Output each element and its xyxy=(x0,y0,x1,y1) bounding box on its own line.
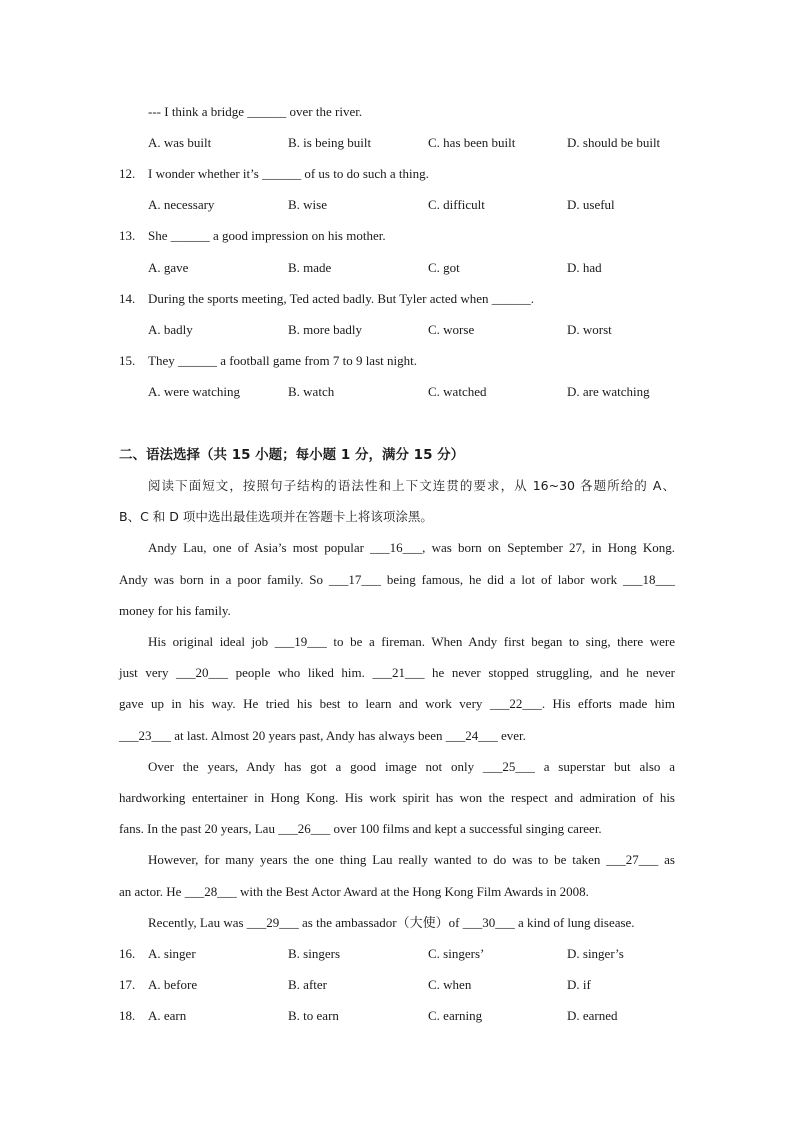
q14-option-b: B. more badly xyxy=(288,322,363,337)
question-12 xyxy=(0,166,794,182)
a17-option-b: B. after xyxy=(288,977,327,992)
q11-stem: --- I think a bridge ______ over the river. xyxy=(148,104,363,119)
q12-option-d: D. useful xyxy=(567,197,615,212)
question-number: 14. xyxy=(119,291,136,306)
q15-option-b: B. watch xyxy=(288,384,335,399)
passage-line: fans. In the past 20 years, Lau ___26___ over 100 films and kept a successful singing career. xyxy=(119,821,602,836)
section-heading: 二、语法选择（共 15 小题；每小题 1 分，满分 15 分） xyxy=(119,447,465,463)
q12-option-b: B. wise xyxy=(288,197,327,212)
question-number: 17. xyxy=(119,977,136,992)
passage-line: hardworking entertainer in Hong Kong. His work spirit has won the respect and admiration of his xyxy=(119,790,675,805)
passage-line: an actor. He ___28___ with the Best Actor Award at the Hong Kong Film Awards in 2008. xyxy=(119,884,589,899)
a18-option-c: C. earning xyxy=(428,1008,483,1023)
question-stem: They ______ a football game from 7 to 9 last night. xyxy=(148,353,417,368)
q13-option-b: B. made xyxy=(288,260,332,275)
question-14 xyxy=(0,291,794,307)
q12-option-a: A. necessary xyxy=(148,197,215,212)
answer-18 xyxy=(0,1008,794,1024)
q15-option-d: D. are watching xyxy=(567,384,650,399)
q14-option-a: A. badly xyxy=(148,322,193,337)
a17-option-c: C. when xyxy=(428,977,472,992)
q11-option-a: A. was built xyxy=(148,135,212,150)
q14-option-d: D. worst xyxy=(567,322,612,337)
section-instruction-line-2: B、C 和 D 项中选出最佳选项并在答题卡上将该项涂黑。 xyxy=(119,509,433,524)
q14-options xyxy=(0,322,794,338)
section-instruction-line-1: 阅读下面短文，按照句子结构的语法性和上下文连贯的要求，从 16~30 各题所给的 A、 xyxy=(148,478,675,493)
question-number: 15. xyxy=(119,353,136,368)
q14-option-c: C. worse xyxy=(428,322,475,337)
passage-line: gave up in his way. He tried his best to learn and work very ___22___. His efforts made him xyxy=(119,696,675,711)
a16-option-b: B. singers xyxy=(288,946,340,961)
q15-options xyxy=(0,384,794,400)
passage-line: His original ideal job ___19___ to be a fireman. When Andy first began to sing, there were xyxy=(148,634,675,649)
answer-17 xyxy=(0,977,794,993)
passage-line: money for his family. xyxy=(119,603,231,618)
q11-option-d: D. should be built xyxy=(567,135,661,150)
a16-option-c: C. singers’ xyxy=(428,946,485,961)
passage-line: Andy was born in a poor family. So ___17___ being famous, he did a lot of labor work ___18___ xyxy=(119,572,675,587)
a18-option-a: A. earn xyxy=(148,1008,187,1023)
question-number: 12. xyxy=(119,166,136,181)
q13-options xyxy=(0,260,794,276)
question-stem: During the sports meeting, Ted acted badly. But Tyler acted when ______. xyxy=(148,291,535,306)
a16-option-a: A. singer xyxy=(148,946,196,961)
passage-line: However, for many years the one thing Lau really wanted to do was to be taken ___27___ as xyxy=(148,852,675,867)
question-number: 18. xyxy=(119,1008,136,1023)
question-15 xyxy=(0,353,794,369)
question-13 xyxy=(0,228,794,244)
question-stem: She ______ a good impression on his mother. xyxy=(148,228,386,243)
question-stem: I wonder whether it’s ______ of us to do such a thing. xyxy=(148,166,429,181)
q11-options xyxy=(0,135,794,151)
q15-option-c: C. watched xyxy=(428,384,487,399)
a18-option-d: D. earned xyxy=(567,1008,618,1023)
question-number: 13. xyxy=(119,228,136,243)
q13-option-d: D. had xyxy=(567,260,602,275)
a17-option-d: D. if xyxy=(567,977,591,992)
passage-line: ___23___ at last. Almost 20 years past, Andy has always been ___24___ ever. xyxy=(119,728,526,743)
passage-line: Andy Lau, one of Asia’s most popular ___16___, was born on September 27, in Hong Kong. xyxy=(148,540,675,555)
a16-option-d: D. singer’s xyxy=(567,946,624,961)
q15-option-a: A. were watching xyxy=(148,384,241,399)
q12-option-c: C. difficult xyxy=(428,197,485,212)
answer-16 xyxy=(0,946,794,962)
q13-option-c: C. got xyxy=(428,260,460,275)
q11-option-c: C. has been built xyxy=(428,135,516,150)
q13-option-a: A. gave xyxy=(148,260,189,275)
passage-line: Recently, Lau was ___29___ as the ambassador（大使）of ___30___ a kind of lung disease. xyxy=(148,915,635,930)
q12-options xyxy=(0,197,794,213)
a18-option-b: B. to earn xyxy=(288,1008,339,1023)
a17-option-a: A. before xyxy=(148,977,198,992)
passage-line: Over the years, Andy has got a good image not only ___25___ a superstar but also a xyxy=(148,759,675,774)
passage-line: just very ___20___ people who liked him. ___21___ he never stopped struggling, and he never xyxy=(119,665,675,680)
question-number: 16. xyxy=(119,946,136,961)
q11-option-b: B. is being built xyxy=(288,135,372,150)
